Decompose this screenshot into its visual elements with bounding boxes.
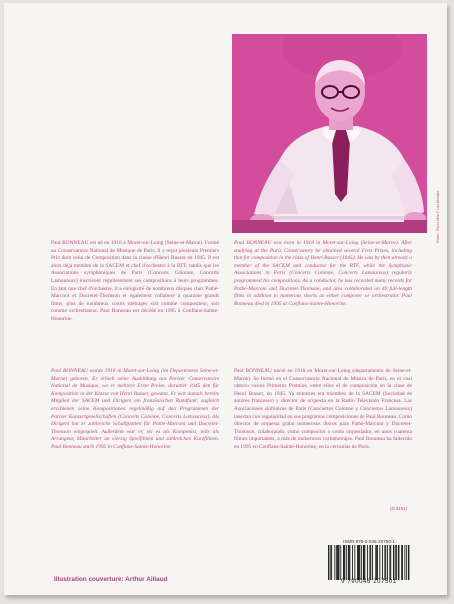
barcode-bar	[357, 545, 358, 580]
barcode-bar	[370, 545, 371, 580]
barcode-bar	[336, 545, 337, 580]
barcode-bar	[404, 545, 405, 580]
barcode-bar	[377, 545, 378, 580]
barcode-bar	[395, 545, 396, 580]
barcode-bar	[408, 545, 409, 580]
barcode-bar	[344, 545, 345, 580]
barcode-bar	[363, 545, 364, 580]
barcode-bar	[401, 545, 402, 580]
barcode-bar	[330, 545, 331, 580]
barcode-bar	[379, 545, 380, 580]
barcode-bar	[331, 545, 332, 580]
barcode-bar	[402, 545, 403, 580]
back-cover-page	[4, 3, 447, 595]
barcode-bar	[334, 545, 335, 580]
barcode-bar	[340, 545, 341, 580]
barcode-number: 9 790046 207501	[341, 579, 397, 585]
biography-french: Paul BONNEAU est né en 1918 à Moret-sur-Loing (Seine-et-Marne). Formé au Conservatoire National de Musique de Paris, il y reçut plusieurs Premiers Prix dont celui de Composition dans la classe d'Henri Busser en 1945. Il est alors déjà membre de la SACEM et chef d'orchestre à la RTF, tandis que les Associations symphoniques de Paris (Concerts Colonne, Concerts Lamoureux) inscrivent régulièrement ses compositions à leurs programmes. En tant que chef d'orchestre, il a enregistré de nombreux disques chez Pathé-Marconi et Ducretet-Thomson et également collaboré à quarante grands films, plus de nombreux courts métrages soit comme compositeur, soit comme orchestrateur. Paul Bonneau est décédé en 1995 à Conflans-Sainte-Honorine.	[51, 240, 219, 322]
barcode-bar	[328, 545, 329, 580]
barcode-bar	[343, 545, 344, 580]
barcode-block	[326, 539, 412, 585]
barcode-bar	[338, 545, 339, 580]
barcode-bar	[337, 545, 338, 580]
composer-portrait-photo	[232, 34, 427, 233]
biography-german: Paul BONNEAU wurde 1918 in Moret-sur-Loing (im Departement Seine-et-Marne) geboren. Er erhielt seine Ausbildung am Pariser Conservatoire National de Musique, wo er mehrere Erste Preise, darunter 1945 den für Komposition in der Klasse von Henri Busser, gewann. Er war damals bereits Mitglied der SACEM und Dirigent am französischen Rundfunk; zugleich erschienen seine Kompositionen regelmäßig auf den Programmen der Pariser Konzertgesellschaften (Concerts Colonne, Concerts Lamoureux). Als Dirigent hat er zahlreiche Schallplatten für Pathé-Marconi und Ducretet-Thomson eingespielt. Außerdem war er, sei es als Komponist, teils als Arrangeur, Mitarbeiter an vierzig Spielfilmen und zahlreichen Kurzfilmen. Paul Bonneau starb 1995 in Conflans-Sainte-Honorine.	[51, 368, 219, 450]
ismn-number: ISMN 979-0-046-20750-1	[343, 539, 395, 544]
catalog-code: (D.3181)	[390, 506, 408, 511]
barcode-bar	[389, 545, 390, 580]
barcode-bar	[358, 545, 359, 580]
barcode-bar	[367, 545, 368, 580]
portrait-illustration	[232, 34, 427, 233]
barcode-bar	[354, 545, 355, 580]
barcode-icon	[326, 545, 412, 580]
photo-credit	[436, 191, 442, 243]
barcode-bar	[384, 545, 385, 580]
barcode-bar	[406, 545, 407, 580]
barcode-bar	[396, 545, 397, 580]
barcode-bar	[364, 545, 365, 580]
barcode-bar	[346, 545, 347, 580]
barcode-bar	[393, 545, 394, 580]
barcode-bar	[387, 545, 388, 580]
barcode-bar	[382, 545, 383, 580]
biography-spanish: Paul BONNEAU nació en 1918 en Moret-sur-Loing (departamento de Seine-et-Marne). Se formó en el Conservatorio Nacional de Música de París, en el cual obtuvo varios Primeros Premios, entre ellos el de composición en la clase de Henri Busser, en 1945. Ya entonces era miembro de la SACEM (Sociedad de autores franceses) y director de orquesta en la Radio Televisión Francesa. Las Asociaciones sinfónicas de París (Conciertos Colonne y Conciertos Lamoureux) insertan con regularidad en sus programas composiciones de Paul Bonneau. Como director de orquesta grabó numerosos discos para Pathé-Marconi y Ducretet-Thomson, colaborando, como compositor o como orquestador, en unos cuarenta filmes importantes, a más de numerosos cortometrajes. Paul Bonneau ha fallecido en 1995 en Conflans-Sainte-Honorine, en la cercanías de París.	[234, 368, 412, 450]
barcode-bar	[349, 545, 350, 580]
barcode-bar	[375, 545, 376, 580]
barcode-bar	[348, 545, 349, 580]
biography-english: Paul BONNEAU was born in 1918 in Moret-sur-Loing (Seine-et-Marne). After studying at the Paris Conservatory he obtained several First Prizes, including that for composition in the class of Henri Busser (1945). He was by then already a member of the SACEM and conductor for the RTF, while the Symphonic Associations in Paris (Concerts Colonne, Concerts Lamoureux) regularly programmed his compositions. As a conductor, he has recorded many records for Pathé-Marconi and Ducretet-Thomson, and also collaborated on 40 full-length films in addition to numerous shorts as either composer or orchestrator. Paul Bonneau died in 1995 at Conflans-Sainte-Honorine.	[234, 240, 412, 307]
barcode-bar	[352, 545, 353, 580]
barcode-bar	[361, 545, 362, 580]
barcode-bar	[359, 545, 360, 580]
photo-credit-text: Photo : Pierre Milo © Léo Mirodor	[436, 191, 440, 243]
barcode-bar	[369, 545, 370, 580]
barcode-bar	[385, 545, 386, 580]
barcode-bar	[398, 545, 399, 580]
barcode-bar	[376, 545, 377, 580]
barcode-bar	[372, 545, 373, 580]
illustration-credit: Illustration couverture: Arthur Aillaud	[54, 576, 168, 583]
barcode-bar	[390, 545, 391, 580]
